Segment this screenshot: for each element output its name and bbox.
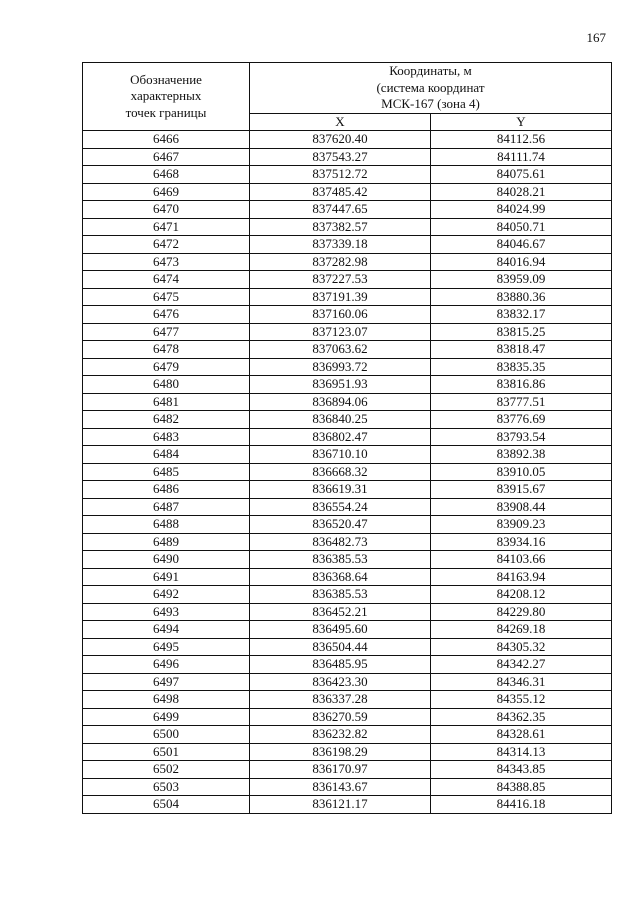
cell-x: 837227.53 [250,271,431,289]
table-row [83,183,612,201]
table-row [83,428,612,446]
cell-y: 83934.16 [431,533,612,551]
cell-point-id: 6481 [83,393,250,411]
cell-y: 84103.66 [431,551,612,569]
table-row [83,306,612,324]
cell-point-id: 6470 [83,201,250,219]
cell-x: 836198.29 [250,743,431,761]
cell-x: 836452.21 [250,603,431,621]
cell-y: 83818.47 [431,341,612,359]
cell-y: 84314.13 [431,743,612,761]
cell-y: 83816.86 [431,376,612,394]
cell-y: 84050.71 [431,218,612,236]
cell-y: 84269.18 [431,621,612,639]
table-row [83,393,612,411]
table-row [83,253,612,271]
cell-x: 836232.82 [250,726,431,744]
table-body [83,131,612,814]
table-row [83,778,612,796]
cell-y: 84024.99 [431,201,612,219]
cell-x: 836504.44 [250,638,431,656]
cell-point-id: 6500 [83,726,250,744]
cell-x: 836385.53 [250,551,431,569]
cell-y: 84208.12 [431,586,612,604]
table-row [83,323,612,341]
cell-x: 836802.47 [250,428,431,446]
cell-x: 837382.57 [250,218,431,236]
cell-x: 836495.60 [250,621,431,639]
cell-point-id: 6489 [83,533,250,551]
cell-y: 84016.94 [431,253,612,271]
table-row [83,656,612,674]
cell-y: 84328.61 [431,726,612,744]
cell-y: 84075.61 [431,166,612,184]
cell-x: 837512.72 [250,166,431,184]
table-row [83,516,612,534]
cell-point-id: 6483 [83,428,250,446]
table-row [83,638,612,656]
table-row [83,708,612,726]
cell-y: 84111.74 [431,148,612,166]
table-row [83,568,612,586]
table-row [83,411,612,429]
cell-point-id: 6468 [83,166,250,184]
cell-point-id: 6467 [83,148,250,166]
cell-x: 837485.42 [250,183,431,201]
cell-point-id: 6473 [83,253,250,271]
cell-x: 837063.62 [250,341,431,359]
cell-point-id: 6479 [83,358,250,376]
cell-point-id: 6472 [83,236,250,254]
cell-x: 836993.72 [250,358,431,376]
cell-y: 84362.35 [431,708,612,726]
table-row [83,201,612,219]
coordinates-table [82,62,612,814]
cell-x: 836368.64 [250,568,431,586]
cell-x: 836482.73 [250,533,431,551]
cell-point-id: 6495 [83,638,250,656]
cell-x: 837543.27 [250,148,431,166]
table-row [83,586,612,604]
header-point-line-2: характерных [130,88,202,104]
cell-point-id: 6480 [83,376,250,394]
table-row [83,621,612,639]
table-row [83,603,612,621]
header-coordinates [250,63,612,114]
cell-y: 83892.38 [431,446,612,464]
cell-y: 84305.32 [431,638,612,656]
cell-y: 83815.25 [431,323,612,341]
cell-point-id: 6499 [83,708,250,726]
table-row [83,236,612,254]
cell-y: 84355.12 [431,691,612,709]
cell-x: 837339.18 [250,236,431,254]
cell-y: 83832.17 [431,306,612,324]
cell-point-id: 6482 [83,411,250,429]
cell-point-id: 6502 [83,761,250,779]
header-point-designation [83,63,250,131]
table-row [83,166,612,184]
page-number: 167 [586,30,606,45]
cell-point-id: 6493 [83,603,250,621]
table-row [83,288,612,306]
cell-y: 84046.67 [431,236,612,254]
cell-x: 836554.24 [250,498,431,516]
cell-y: 84342.27 [431,656,612,674]
cell-y: 83793.54 [431,428,612,446]
table-row [83,376,612,394]
table-row [83,481,612,499]
cell-point-id: 6496 [83,656,250,674]
cell-y: 84028.21 [431,183,612,201]
table-row [83,271,612,289]
table-row [83,533,612,551]
cell-x: 837282.98 [250,253,431,271]
cell-point-id: 6487 [83,498,250,516]
cell-point-id: 6504 [83,796,250,814]
cell-x: 836170.97 [250,761,431,779]
cell-point-id: 6476 [83,306,250,324]
cell-point-id: 6488 [83,516,250,534]
cell-x: 837123.07 [250,323,431,341]
table-row [83,131,612,149]
cell-y: 84416.18 [431,796,612,814]
table-row [83,341,612,359]
cell-point-id: 6491 [83,568,250,586]
cell-y: 83910.05 [431,463,612,481]
cell-y: 83880.36 [431,288,612,306]
cell-y: 84343.85 [431,761,612,779]
table-row [83,148,612,166]
table-row [83,498,612,516]
cell-point-id: 6497 [83,673,250,691]
cell-x: 836337.28 [250,691,431,709]
cell-point-id: 6494 [83,621,250,639]
header-x: X [250,113,431,131]
cell-y: 84163.94 [431,568,612,586]
cell-point-id: 6501 [83,743,250,761]
cell-point-id: 6478 [83,341,250,359]
cell-x: 836270.59 [250,708,431,726]
cell-point-id: 6471 [83,218,250,236]
header-point-line-1: Обозначение [130,71,202,87]
cell-point-id: 6485 [83,463,250,481]
cell-x: 836385.53 [250,586,431,604]
table-row [83,726,612,744]
cell-y: 83915.67 [431,481,612,499]
cell-y: 84112.56 [431,131,612,149]
table-header [83,63,612,131]
cell-x: 836619.31 [250,481,431,499]
cell-x: 837620.40 [250,131,431,149]
cell-y: 83959.09 [431,271,612,289]
cell-y: 83776.69 [431,411,612,429]
cell-x: 837191.39 [250,288,431,306]
table-row [83,358,612,376]
table-row [83,218,612,236]
cell-x: 836423.30 [250,673,431,691]
cell-y: 84229.80 [431,603,612,621]
table-row [83,551,612,569]
header-point-line-3: точек границы [125,104,207,120]
cell-x: 836668.32 [250,463,431,481]
table-row [83,446,612,464]
cell-point-id: 6469 [83,183,250,201]
table-row [83,691,612,709]
cell-y: 83777.51 [431,393,612,411]
table-row [83,463,612,481]
table-row [83,761,612,779]
cell-point-id: 6498 [83,691,250,709]
cell-point-id: 6475 [83,288,250,306]
cell-x: 836894.06 [250,393,431,411]
header-coords-line-2: (система координат [376,79,485,95]
cell-x: 836710.10 [250,446,431,464]
cell-point-id: 6484 [83,446,250,464]
cell-y: 84388.85 [431,778,612,796]
cell-point-id: 6474 [83,271,250,289]
cell-y: 83908.44 [431,498,612,516]
table-row [83,673,612,691]
header-coords-line-3: МСК-167 (зона 4) [381,96,480,111]
cell-x: 836840.25 [250,411,431,429]
cell-y: 83835.35 [431,358,612,376]
cell-x: 837447.65 [250,201,431,219]
cell-y: 83909.23 [431,516,612,534]
cell-point-id: 6466 [83,131,250,149]
header-y: Y [431,113,612,131]
cell-x: 836485.95 [250,656,431,674]
cell-x: 836951.93 [250,376,431,394]
cell-point-id: 6486 [83,481,250,499]
cell-point-id: 6503 [83,778,250,796]
cell-x: 836121.17 [250,796,431,814]
header-row-top [83,63,612,114]
cell-x: 836520.47 [250,516,431,534]
cell-point-id: 6492 [83,586,250,604]
table-row [83,743,612,761]
cell-point-id: 6477 [83,323,250,341]
cell-x: 837160.06 [250,306,431,324]
cell-x: 836143.67 [250,778,431,796]
header-coords-line-1: Координаты, м [389,63,472,78]
cell-y: 84346.31 [431,673,612,691]
cell-point-id: 6490 [83,551,250,569]
table-row [83,796,612,814]
